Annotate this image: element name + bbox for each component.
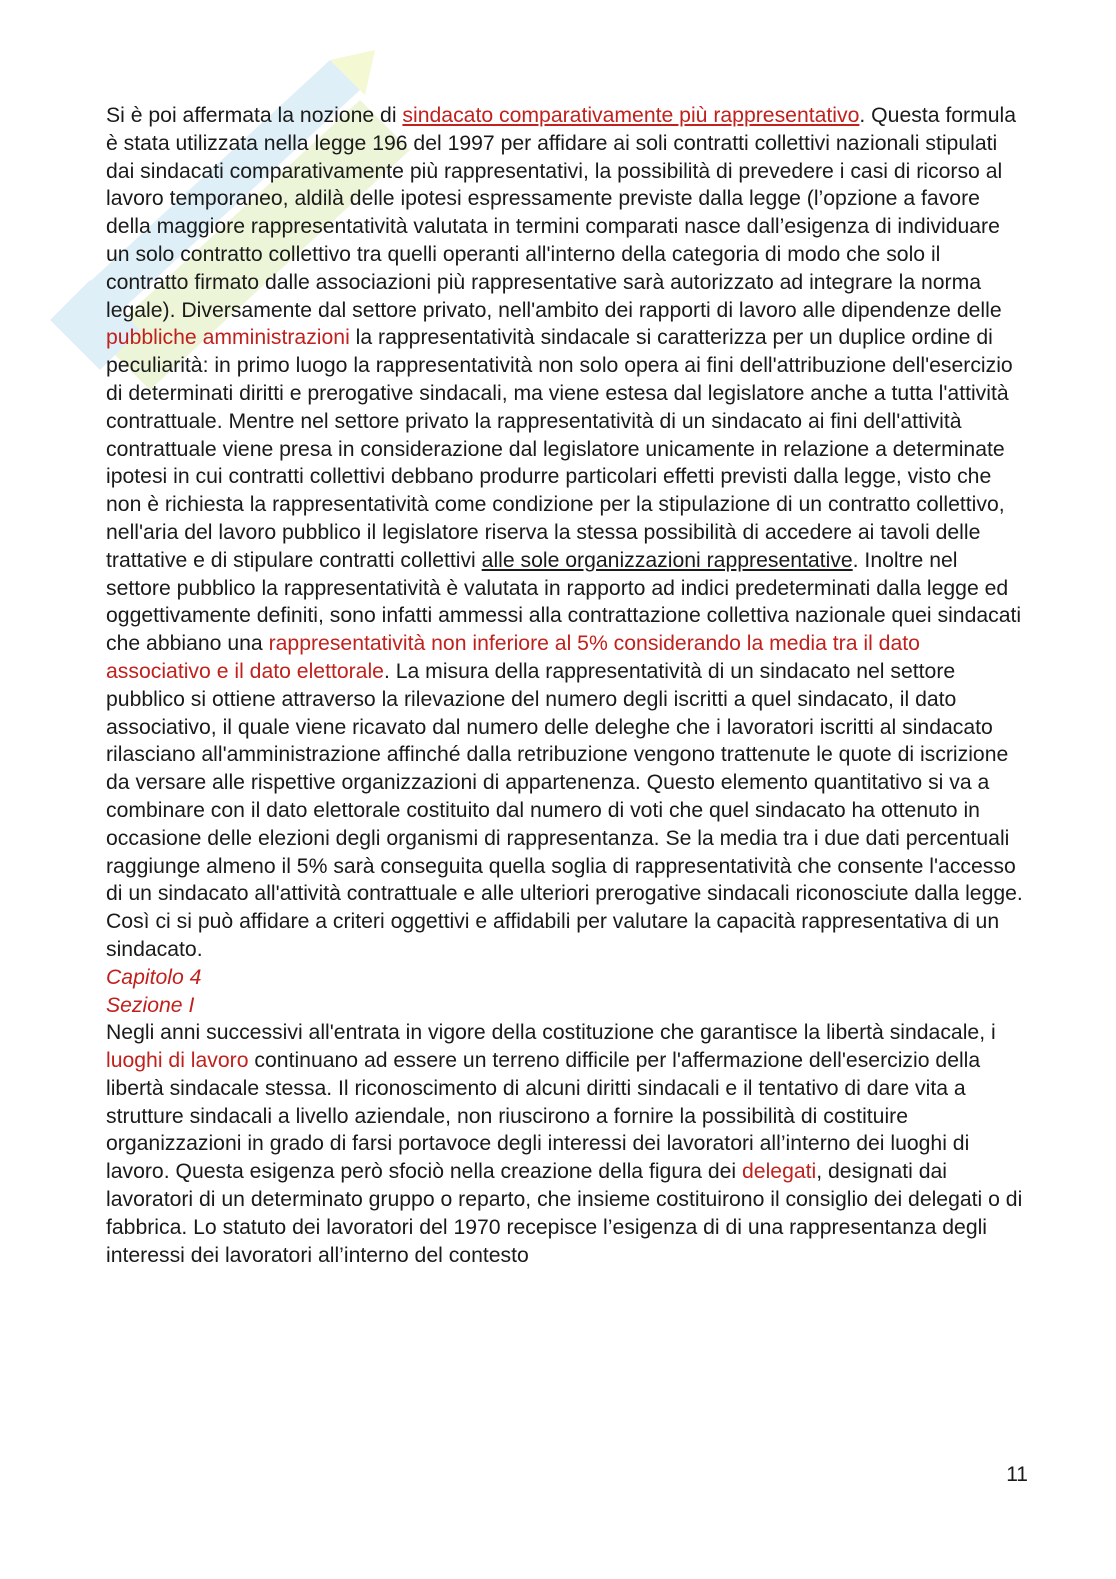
- underline-sole-organizzazioni: alle sole organizzazioni rappresentative: [481, 548, 853, 572]
- page-body: [106, 102, 1026, 1269]
- highlight-delegati: delegati: [742, 1160, 817, 1184]
- highlight-rappresentativita-5-percent: rappresentatività non inferiore al 5% considerando la media tra il dato associativo e il dato elettorale: [106, 632, 920, 683]
- highlight-luoghi-di-lavoro: luoghi di lavoro: [106, 1049, 249, 1073]
- link-sindacato-comparativamente[interactable]: sindacato comparativamente più rappresentativo: [402, 104, 860, 127]
- section-heading: Sezione I: [106, 993, 195, 1017]
- paragraph-representativeness: Si è poi affermata la nozione di sindacato comparativamente più rappresentativo. Questa formula è stata utilizzata nella legge 196 del 1997 per affidare ai soli contratti collettivi nazionali stipulati dai sindacati comparativamente più rappresentativi, la possibilità di prevedere i casi di ricorso al lavoro temporaneo, aldilà delle ipotesi espressamente previste dalla legge (l’opzione a favore della maggiore rappresentatività valutata in termini comparati nasce dall’esigenza di individuare un solo contratto collettivo tra quelli operanti all'interno della categoria di modo che solo il contratto firmato dalle associazioni più rappresentative sarà autorizzato ad integrare la norma legale). Diversamente dal settore privato, nell'ambito dei rapporti di lavoro alle dipendenze delle pubbliche amministrazioni la rappresentatività sindacale si caratterizza per un duplice ordine di peculiarità: in primo luogo la rappresentatività non solo opera ai fini dell'attribuzione dell'esercizio di determinati diritti e prerogative sindacali, ma viene estesa dal legislatore anche a tutta l'attività contrattuale. Mentre nel settore privato la rappresentatività di un sindacato ai fini dell'attività contrattuale viene presa in considerazione dal legislatore unicamente in relazione a determinate ipotesi in cui contratti collettivi debbano produrre particolari effetti previsti dalla legge, visto che non è richiesta la rappresentatività come condizione per la stipulazione di un contratto collettivo, nell'aria del lavoro pubblico il legislatore riserva la stessa possibilità di accedere ai tavoli delle trattative e di stipulare contratti collettivi alle sole organizzazioni rappresentative. Inoltre nel settore pubblico la rappresentatività è valutata in rapporto ad indici predeterminati dalla legge ed oggettivamente definiti, sono infatti ammessi alla contrattazione collettiva nazionale quei sindacati che abbiano una rappresentatività non inferiore al 5% considerando la media tra il dato associativo e il dato elettorale. La misura della rappresentatività di un sindacato nel settore pubblico si ottiene attraverso la rilevazione del numero degli iscritti a quel sindacato, il dato associativo, il quale viene ricavato dal numero delle deleghe che i lavoratori iscritti al sindacato rilasciano all'amministrazione affinché dalla retribuzione vengono trattenute le quote di iscrizione da versare alle rispettive organizzazioni di appartenenza. Questo elemento quantitativo si va a combinare con il dato elettorale costituito dal numero di voti che quel sindacato ha ottenuto in occasione delle elezioni degli organismi di rappresentanza. Se la media tra i due dati percentuali raggiunge almeno il 5% sarà conseguita quella soglia di rappresentatività che consente l'accesso di un sindacato all'attività contrattuale e alle ulteriori prerogative sindacali riconosciute dalla legge. Così ci si può affidare a criteri oggettivi e affidabili per valutare la capacità rappresentativa di un sindacato.: [106, 104, 1023, 961]
- paragraph-workplaces: Negli anni successivi all'entrata in vigore della costituzione che garantisce la libertà sindacale, i luoghi di lavoro continuano ad essere un terreno difficile per l'affermazione dell'esercizio della libertà sindacale stessa. Il riconoscimento di alcuni diritti sindacali e il tentativo di dare vita a strutture sindacali a livello aziendale, non riuscirono a fornire la possibilità di costituire organizzazioni in grado di farsi portavoce degli interessi dei lavoratori all’interno dei luoghi di lavoro. Questa esigenza però sfociò nella creazione della figura dei delegati, designati dai lavoratori di un determinato gruppo o reparto, che insieme costituirono il consiglio dei delegati o di fabbrica. Lo statuto dei lavoratori del 1970 recepisce l’esigenza di di una rappresentanza degli interessi dei lavoratori all’interno del contesto: [106, 1021, 1023, 1267]
- highlight-pubbliche-amministrazioni: pubbliche amministrazioni: [106, 326, 350, 350]
- page-number: 11: [1006, 1463, 1028, 1486]
- chapter-heading: Capitolo 4: [106, 965, 202, 989]
